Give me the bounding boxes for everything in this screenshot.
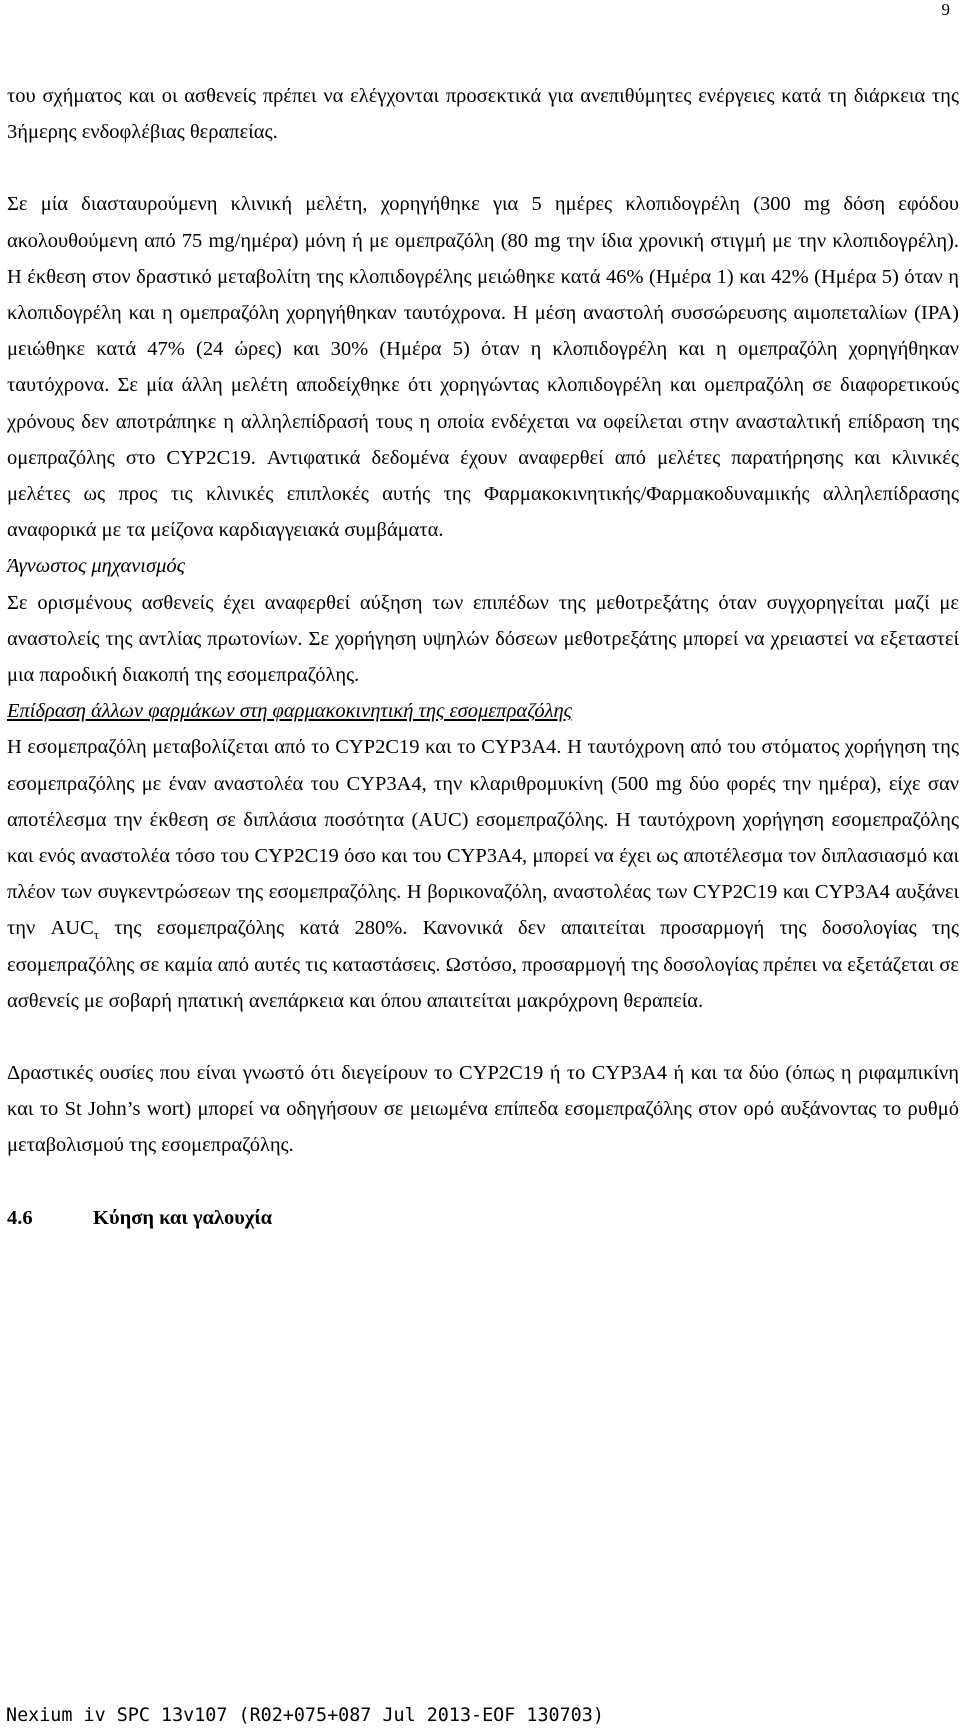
subheading-other-drugs-effect: Επίδραση άλλων φαρμάκων στη φαρμακοκινητική της εσομεπραζόλης <box>7 700 572 723</box>
paragraph-cyp-inducers: Δραστικές ουσίες που είναι γνωστό ότι διεγείρουν το CYP2C19 ή το CYP3A4 ή και τα δύο (όπως η ριφαμπικίνη και το St John’s wort) μπορεί να οδηγήσουν σε μειωμένα επίπεδα εσομεπραζόλης στον ορό αυξάνοντας το ρυθμό μεταβολισμού της εσομεπραζόλης. <box>7 1062 959 1157</box>
document-footer: Nexium iv SPC 13v107 (R02+075+087 Jul 2013-EOF 130703) <box>6 1705 604 1726</box>
paragraph-clopidogrel-study: Σε μία διασταυρούμενη κλινική μελέτη, χορηγήθηκε για 5 ημέρες κλοπιδογρέλη (300 mg δόση εφόδου ακολουθούμενη από 75 mg/ημέρα) μόνη ή με ομεπραζόλη (80 mg την ίδια χρονική στιγμή με την κλοπιδογρέλη). Η έκθεση στον δραστικό μεταβολίτη της κλοπιδογρέλης μειώθηκε κατά 46% (Ημέρα 1) και 42% (Ημέρα 5) όταν η κλοπιδογρέλη και η ομεπραζόλη χορηγήθηκαν ταυτόχρονα. Η μέση αναστολή συσσώρευσης αιμοπεταλίων (IPA) μειώθηκε κατά 47% (24 ώρες) και 30% (Ημέρα 5) όταν η κλοπιδογρέλη και η ομεπραζόλη χορηγήθηκαν ταυτόχρονα. Σε μία άλλη μελέτη αποδείχθηκε ότι χορηγώντας κλοπιδογρέλη και ομεπραζόλη σε διαφορετικούς χρόνους δεν αποτράπηκε η αλληλεπίδρασή τους η οποία ενδέχεται να οφείλεται στην ανασταλτική επίδραση της ομεπραζόλης στο CYP2C19. Αντιφατικά δεδομένα έχουν αναφερθεί από μελέτες παρατήρησης και κλινικές μελέτες ως προς τις κλινικές επιπλοκές αυτής της Φαρμακοκινητικής/Φαρμακοδυναμικής αλληλεπίδρασης αναφορικά με τα μείζονα καρδιαγγειακά συμβάματα. <box>7 193 959 542</box>
section-title: Κύηση και γαλουχία <box>93 1206 273 1229</box>
subheading-unknown-mechanism: Άγνωστος μηχανισμός <box>7 555 185 578</box>
paragraph-methotrexate: Σε ορισμένους ασθενείς έχει αναφερθεί αύξηση των επιπέδων της μεθοτρεξάτης όταν συγχορηγείται μαζί με αναστολείς της αντλίας πρωτονίων. Σε χορήγηση υψηλών δόσεων μεθοτρεξάτης μπορεί να χρειαστεί να εξεταστεί μια παροδική διακοπή της εσομεπραζόλης. <box>7 591 959 687</box>
page-number: 9 <box>941 0 950 19</box>
auc-subscript: τ <box>93 927 100 943</box>
paragraph-continuation: του σχήματος και οι ασθενείς πρέπει να ελέγχονται προσεκτικά για ανεπιθύμητες ενέργειες κατά τη διάρκεια της 3ήμερης ενδοφλέβιας θεραπείας. <box>7 85 959 144</box>
paragraph-cyp-text-a: Η εσομεπραζόλη μεταβολίζεται από το CYP2C19 και το CYP3A4. Η ταυτόχρονη από του στόματος χορήγηση της εσομεπραζόλης με έναν αναστολέα του CYP3A4, την κλαριθρομυκίνη (500 mg δύο φορές την ημέρα), είχε σαν αποτέλεσμα την έκθεση σε διπλάσια ποσότητα (AUC) εσομεπραζόλης. Η ταυτόχρονη χορήγηση εσομεπραζόλης και ενός αναστολέα τόσο του CYP2C19 όσο και του CYP3A4, μπορεί να έχει ως αποτέλεσμα τον διπλασιασμό και πλέον των συγκεντρώσεων της εσομεπραζόλης. Η βορικοναζόλη, αναστολέας των CYP2C19 και CYP3A4 αυξάνει την AUC <box>7 736 959 940</box>
paragraph-cyp-metabolism <box>7 729 959 1019</box>
section-heading <box>7 1200 959 1236</box>
section-number: 4.6 <box>7 1206 33 1229</box>
document-body <box>7 78 959 1236</box>
paragraph-cyp-text-b: της εσομεπραζόλης κατά 280%. Κανονικά δεν απαιτείται προσαρμογή της δοσολογίας της εσομεπραζόλης σε καμία από αυτές τις καταστάσεις. Ωστόσο, προσαρμογή της δοσολογίας πρέπει να εξετάζεται σε ασθενείς με σοβαρή ηπατική ανεπάρκεια και όπου απαιτείται μακρόχρονη θεραπεία. <box>7 917 959 1012</box>
